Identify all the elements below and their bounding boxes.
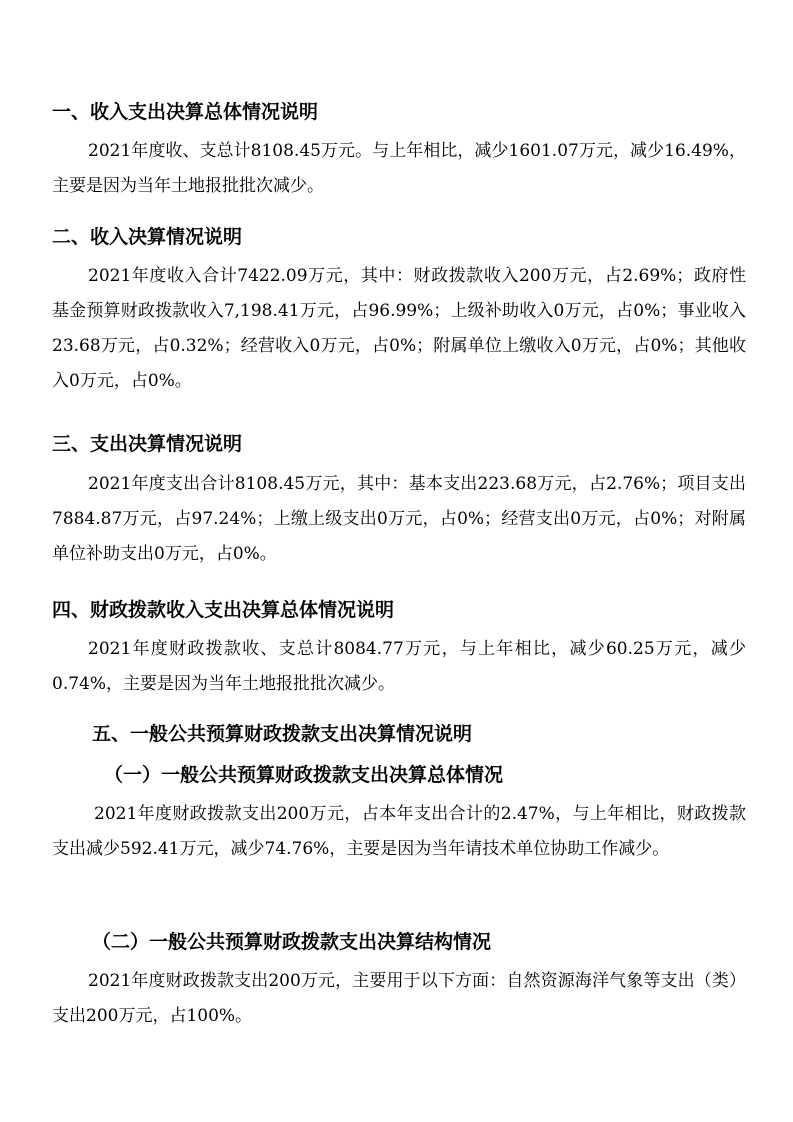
section-3-heading: 三、支出决算情况说明 [52,433,243,455]
section-2-paragraph: 2021年度收入合计7422.09万元，其中：财政拨款收入200万元，占2.69%；政府性基金预算财政拨款收入7,198.41万元，占96.99%；上级补助收入0万元，占0%；事业收入23.68万元，占0.32%；经营收入0万元，占0%；附属单位上缴收入0万元，占0%；其他收入0万元，占0%。 [52,266,746,391]
subsection-1-heading: （一）一般公共预算财政拨款支出决算总体情况 [104,764,504,786]
section-1-heading: 一、收入支出决算总体情况说明 [52,101,319,123]
subsection-1-paragraph: 2021年度财政拨款支出200万元，占本年支出合计的2.47%，与上年相比，财政拨款支出减少592.41万元，减少74.76%，主要是因为当年请技术单位协助工作减少。 [52,804,746,859]
section-3-paragraph: 2021年度支出合计8108.45万元，其中：基本支出223.68万元，占2.76%；项目支出7884.87万元，占97.24%；上缴上级支出0万元，占0%；经营支出0万元，占0%；对附属单位补助支出0万元，占0%。 [52,474,746,564]
section-1-paragraph: 2021年度收、支总计8108.45万元。与上年相比，减少1601.07万元，减少16.49%，主要是因为当年土地报批批次减少。 [52,141,746,196]
section-4-heading: 四、财政拨款收入支出决算总体情况说明 [52,599,395,621]
section-2-heading: 二、收入决算情况说明 [52,226,243,248]
subsection-2-heading: （二）一般公共预算财政拨款支出决算结构情况 [92,931,492,953]
section-5-heading: 五、一般公共预算财政拨款支出决算情况说明 [92,723,473,745]
section-4-paragraph: 2021年度财政拨款收、支总计8084.77万元，与上年相比，减少60.25万元，减少0.74%，主要是因为当年土地报批批次减少。 [52,639,746,694]
subsection-2-paragraph: 2021年度财政拨款支出200万元，主要用于以下方面：自然资源海洋气象等支出（类）支出200万元，占100%。 [52,971,746,1026]
